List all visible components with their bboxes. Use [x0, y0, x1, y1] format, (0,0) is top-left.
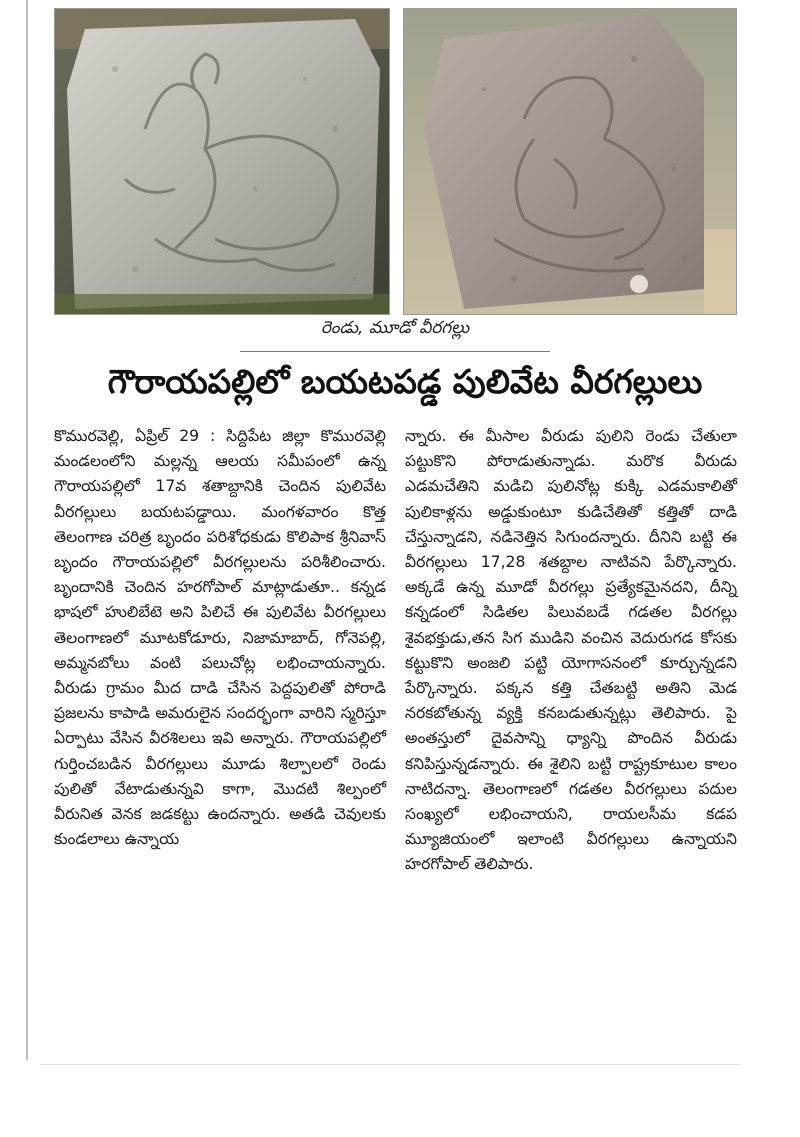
page-bottom-rule	[40, 1064, 740, 1065]
photo-hero-stone-right	[403, 8, 737, 315]
hero-stone-right-image	[404, 9, 736, 314]
article-headline: గౌరాయపల్లిలో బయటపడ్డ పులివేట వీరగల్లులు	[107, 362, 703, 401]
photo-caption: రెండు, మూడో వీరగల్లు	[320, 318, 470, 338]
article-column-right	[405, 424, 737, 878]
page-margin-rule	[26, 0, 28, 1060]
article-column-left	[54, 424, 386, 852]
caption-underline	[240, 351, 550, 352]
article-text-left: కొమురవెల్లి, ఏప్రిల్ 29 : సిద్దిపేట జిల్లా కొమురవెల్లి మండలంలోని మల్లన్న ఆలయ సమీపంలో ఉన్న గౌరాయపల్లిలో 17వ శతాబ్దానికి చెందిన పులివేట వీరగల్లులు బయటపడ్డాయి. మంగళవారం కొత్త తెలంగాణ చరిత్ర బృందం పరిశోధకుడు కొలిపాక శ్రీనివాస్ బృందం గౌరాయపల్లిలో వీరగల్లులను పరిశీలించారు. బృందానికి చెందిన హరగోపాల్ మాట్లాడుతూ.. కన్నడ భాషలో హులిబేటె అని పిలిచే ఈ పులివేట వీరగల్లులు తెలంగాణలో మూటకోడూరు, నిజామాబాద్, గోనెపల్లి, అమ్మనబోలు వంటి పలుచోట్ల లభించాయన్నారు. వీరుడు గ్రామం మీద దాడి చేసిన పెద్దపులితో పోరాడి ప్రజలను కాపాడి అమరులైన సందర్భంగా వారిని స్మరిస్తూ ఏర్పాటు వేసిన వీరశిలలు ఇవి అన్నారు. గౌరాయపల్లిలో గుర్తించబడిన వీరగల్లులు మూడు శిల్పాలలో రెండు పులితో వేటాడుతున్నవి కాగా, మొదటి శిల్పంలో వీరునిత వెనక జడకట్టు ఉందన్నారు. అతడి చెవులకు కుండలాలు ఉన్నాయ	[54, 427, 386, 849]
photo-hero-stone-left	[54, 8, 390, 315]
hero-stone-left-image	[55, 9, 389, 314]
article-text-right: న్నారు. ఈ మీసాల వీరుడు పులిని రెండు చేతులా పట్టుకొని పోరాడుతున్నాడు. మరొక వీరుడు ఎడమచేతిని మడిచి పులినోట్ల కుక్కి ఎడమకాలితో పులికాళ్లను అడ్డుకుంటూ కుడిచేతితో కత్తితో దాడి చేస్తున్నాడని, నడినెత్తిన సిగుందన్నారు. దీనిని బట్టి ఈ వీరగల్లులు 17,28 శతబ్దాల నాటివని పేర్కొన్నారు. అక్కడే ఉన్న మూడో వీరగల్లు ప్రత్యేకమైనదని, దీన్ని కన్నడంలో సిడితల పిలువబడే గడతల వీరగల్లు శైవభక్తుడు,తన సిగ ముడిని వంచిన వెదురుగడ కోసకు కట్టుకొని అంజలి పట్టి యోగాసనంలో కూర్చున్నడని పేర్కొన్నారు. పక్కన కత్తి చేతబట్టి అతిని మెడ నరకబోతున్న వ్యక్తి కనబడుతున్నట్లు తెలిపారు. పై అంతస్తులో దైవసాన్ని ధ్యాన్ని పొందిన వీరుడు కనిపిస్తున్నడన్నారు. ఈ శైలిని బట్టి రాష్ట్రకూటుల కాలం నాటిదన్నా. తెలంగాణలో గడతల వీరగల్లులు పదుల సంఖ్యలో లభించాయని, రాయలసీమ కడప మ్యూజియంలో ఇలాంటి వీరగల్లులు ఉన్నాయని హరగోపాల్ తెలిపారు.	[405, 427, 737, 874]
